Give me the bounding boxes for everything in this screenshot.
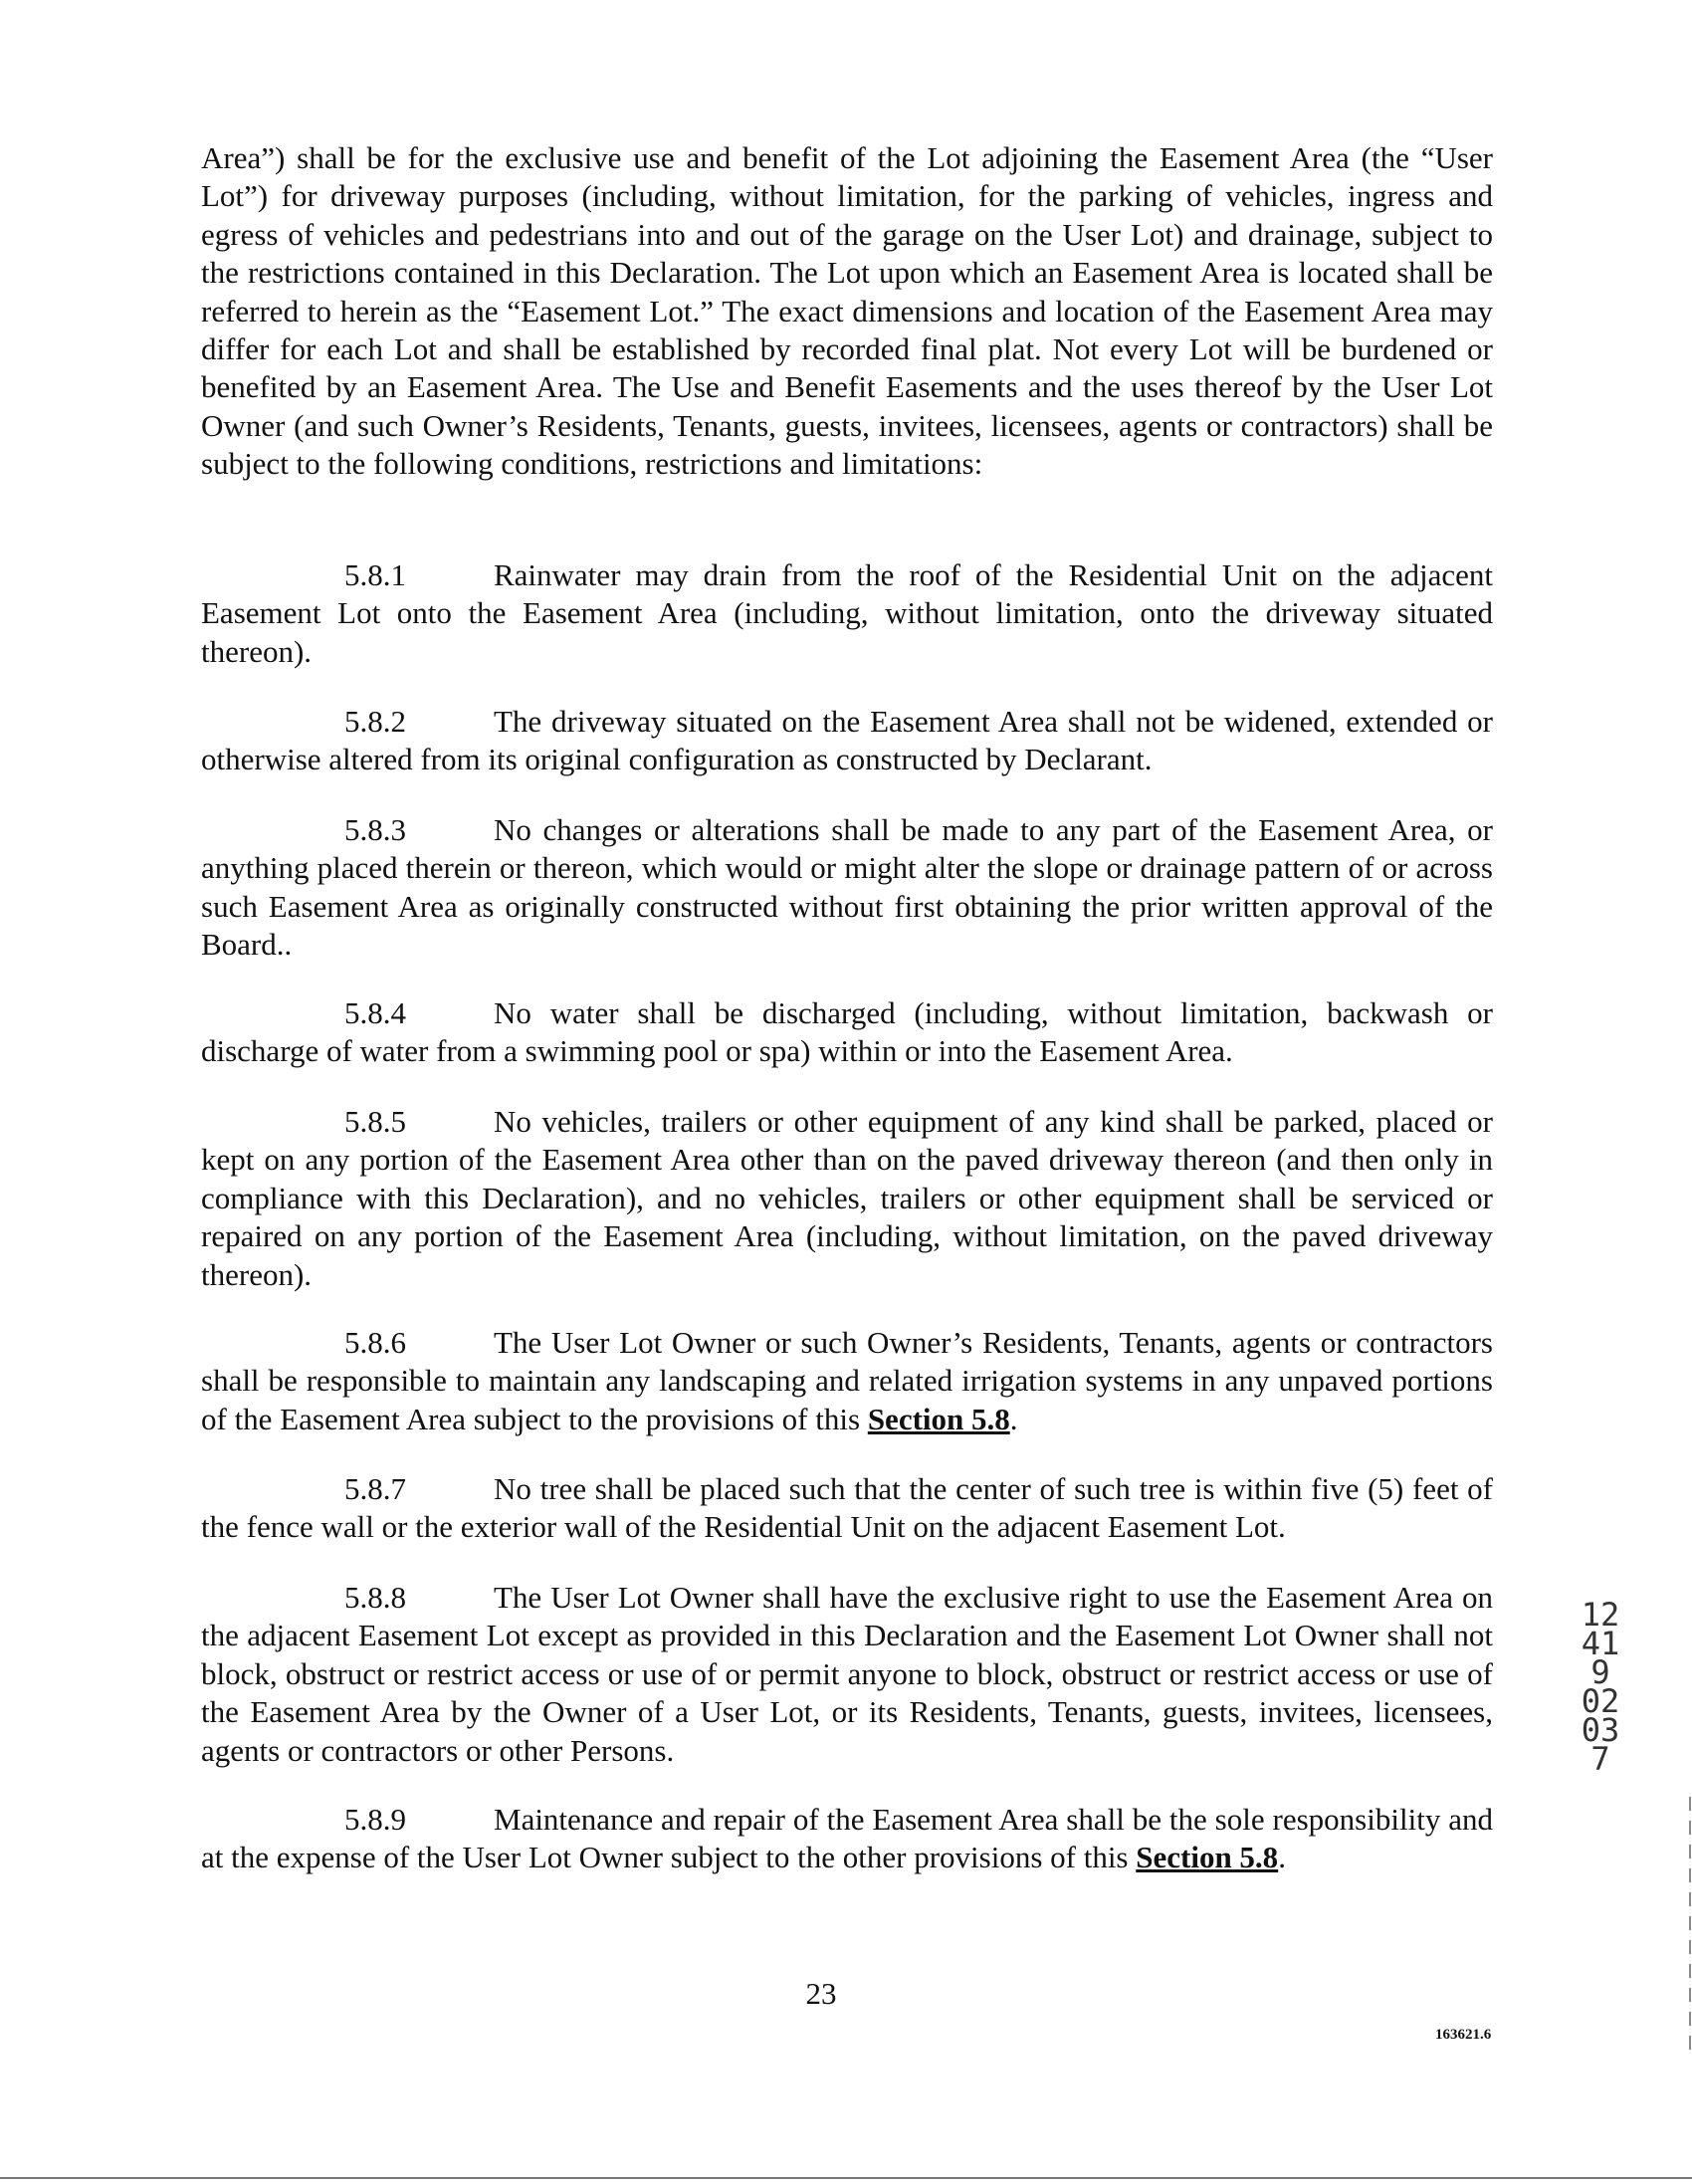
subsection-text: The driveway situated on the Easement Area shall not be widened, extended or otherwise altered from its original configuration as constructed by Declarant. — [201, 704, 1493, 777]
subsection-5-8-5 — [201, 1103, 1493, 1294]
subsection-5-8-1 — [201, 556, 1493, 671]
recording-stamp: 12419 02037 — [1581, 1596, 1620, 1778]
document-code: 163621.6 — [1435, 2027, 1492, 2043]
subsection-number: 5.8.3 — [344, 812, 406, 847]
page-number: 23 — [805, 1976, 837, 2011]
subsection-text: The User Lot Owner or such Owner’s Residents, Tenants, agents or contractors shall be responsible to maintain any landscaping and related irrigation systems in any unpaved portions of the Easement Area subject to the provisions of this — [201, 1325, 1493, 1436]
subsection-5-8-3 — [201, 811, 1493, 965]
subsection-5-8-6 — [201, 1324, 1493, 1438]
scan-edge-bottom — [0, 2177, 1692, 2179]
section-reference: Section 5.8 — [867, 1401, 1010, 1436]
scan-edge-right — [1689, 1797, 1691, 2056]
subsection-number: 5.8.2 — [344, 704, 406, 739]
subsection-5-8-9 — [201, 1801, 1493, 1877]
subsection-5-8-2 — [201, 703, 1493, 779]
subsection-number: 5.8.5 — [344, 1104, 406, 1139]
subsection-text: The User Lot Owner shall have the exclusive right to use the Easement Area on the adjacent Easement Lot except as provided in this Declaration and the Easement Lot Owner shall not block, obstruct or restrict access or use of or permit anyone to block, obstruct or restrict access or use of the Easement Area by the Owner of a User Lot, or its Residents, Tenants, guests, invitees, licensees, agents or contractors or other Persons. — [201, 1580, 1493, 1768]
subsection-number: 5.8.6 — [344, 1325, 406, 1360]
subsection-number: 5.8.4 — [344, 995, 406, 1030]
subsection-number: 5.8.8 — [344, 1580, 406, 1615]
subsection-number: 5.8.7 — [344, 1471, 406, 1506]
subsection-number: 5.8.1 — [344, 557, 406, 592]
subsection-text: Rainwater may drain from the roof of the Residential Unit on the adjacent Easement Lot onto the Easement Area (including, without limitation, onto the driveway situated thereon). — [201, 557, 1493, 669]
subsection-5-8-8 — [201, 1579, 1493, 1770]
subsection-text-end: . — [1278, 1840, 1286, 1875]
subsection-5-8-7 — [201, 1470, 1493, 1547]
subsection-5-8-4 — [201, 994, 1493, 1071]
section-reference: Section 5.8 — [1136, 1840, 1279, 1875]
subsection-text: No tree shall be placed such that the center of such tree is within five (5) feet of the fence wall or the exterior wall of the Residential Unit on the adjacent Easement Lot. — [201, 1471, 1493, 1545]
subsection-text: No vehicles, trailers or other equipment of any kind shall be parked, placed or kept on any portion of the Easement Area other than on the paved driveway thereon (and then only in compliance with this Declaration), and no vehicles, trailers or other equipment shall be serviced or repaired on any portion of the Easement Area (including, without limitation, on the paved driveway thereon). — [201, 1104, 1493, 1292]
subsection-text: Maintenance and repair of the Easement Area shall be the sole responsibility and at the expense of the User Lot Owner subject to the other provisions of this — [201, 1802, 1493, 1875]
subsection-number: 5.8.9 — [344, 1802, 406, 1837]
subsection-text: No water shall be discharged (including, without limitation, backwash or discharge of water from a swimming pool or spa) within or into the Easement Area. — [201, 995, 1493, 1069]
subsection-text: No changes or alterations shall be made to any part of the Easement Area, or anything placed therein or thereon, which would or might alter the slope or drainage pattern of or across such Easement Area as originally constructed without first obtaining the prior written approval of the Board.. — [201, 812, 1493, 963]
subsection-text-end: . — [1009, 1401, 1018, 1436]
intro-paragraph: Area”) shall be for the exclusive use and benefit of the Lot adjoining the Easement Area (the “User Lot”) for driveway purposes (including, without limitation, for the parking of vehicles, ingress and egress of vehicles and pedestrians into and out of the garage on the User Lot) and drainage, subject to the restrictions contained in this Declaration. The Lot upon which an Easement Area is located shall be referred to herein as the “Easement Lot.” The exact dimensions and location of the Easement Area may differ for each Lot and shall be established by recorded final plat. Not every Lot will be burdened or benefited by an Easement Area. The Use and Benefit Easements and the uses thereof by the User Lot Owner (and such Owner’s Residents, Tenants, guests, invitees, licensees, agents or contractors) shall be subject to the following conditions, restrictions and limitations: — [201, 140, 1493, 482]
